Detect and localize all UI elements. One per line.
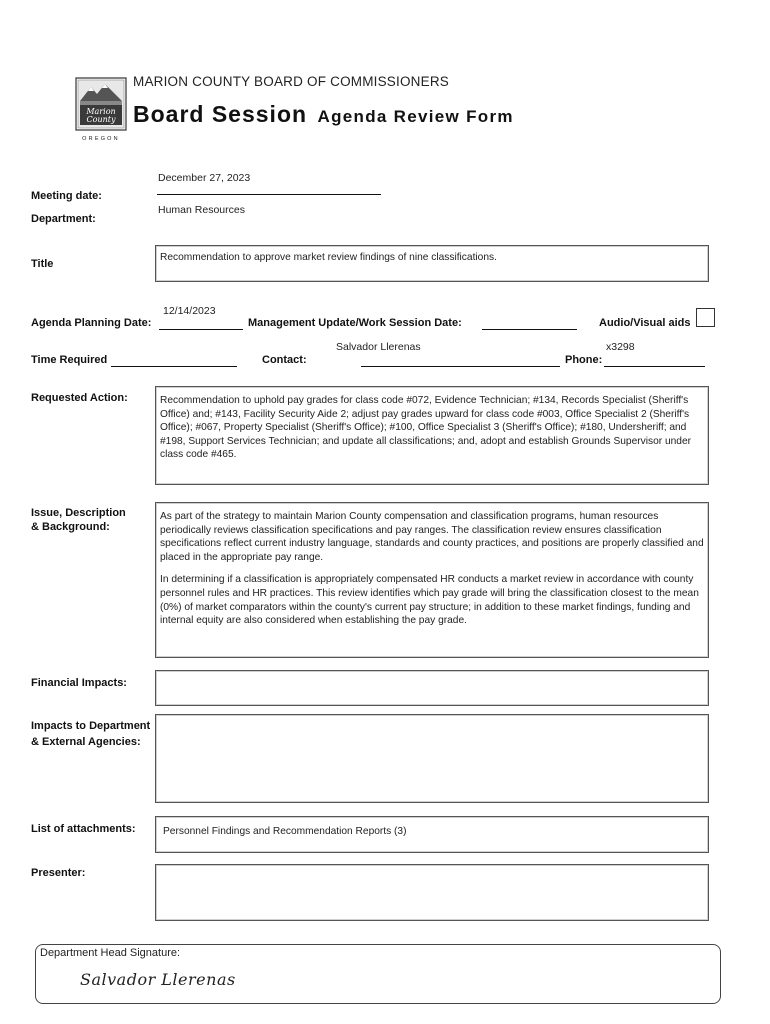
time-required-underline[interactable] xyxy=(111,366,237,367)
audio-visual-label: Audio/Visual aids xyxy=(599,317,691,329)
mgmt-update-underline[interactable] xyxy=(482,329,577,330)
phone-value[interactable]: x3298 xyxy=(606,341,635,353)
contact-underline xyxy=(361,366,560,367)
mgmt-update-label: Management Update/Work Session Date: xyxy=(248,317,462,329)
agenda-planning-date-value[interactable]: 12/14/2023 xyxy=(163,305,216,317)
agenda-planning-date-label: Agenda Planning Date: xyxy=(31,317,152,329)
time-required-label: Time Required xyxy=(31,354,108,366)
contact-value[interactable]: Salvador Llerenas xyxy=(336,341,421,353)
logo-graphic xyxy=(75,77,127,143)
meeting-date-value[interactable]: December 27, 2023 xyxy=(158,172,251,184)
signature-label: Department Head Signature: xyxy=(40,947,181,959)
marion-county-logo xyxy=(75,77,127,142)
presenter-box[interactable] xyxy=(155,864,709,921)
financial-impacts-box[interactable] xyxy=(155,670,709,706)
attachments-label: List of attachments: xyxy=(31,823,136,835)
logo-text-bottom: County xyxy=(86,115,116,124)
agenda-planning-underline xyxy=(159,329,243,330)
phone-label: Phone: xyxy=(565,354,603,366)
signature-box[interactable] xyxy=(35,944,721,1004)
issue-paragraph-2: In determining if a classification is appropriately compensated HR conducts a market review in accordance with county personnel rules and HR practices. This review identifies which pay grade will bring the classification closest to the mean (0%) of market comparators within the county's current pay structure; in addition to these market findings, funding and internal equity are also considered when establishing the pay grade. xyxy=(160,574,699,627)
form-title-main: Board Session xyxy=(133,101,308,127)
audio-visual-checkbox[interactable] xyxy=(696,308,715,327)
logo-state-text: OREGON xyxy=(82,136,120,142)
issue-label-line1: Issue, Description xyxy=(31,507,126,519)
department-value[interactable]: Human Resources xyxy=(158,204,245,216)
requested-action-box[interactable] xyxy=(155,386,709,485)
logo-text-top: Marion xyxy=(86,107,116,116)
requested-action-text: Recommendation to uphold pay grades for class code #072, Evidence Technician; #134, Records Specialist (Sheriff's Office) and; #143, Facility Security Aide 2; adjust pay grades upward for class code #003, Office Specialist 2 (Sheriff's Office); #067, Property Specialist (Sheriff's Office); #100, Office Specialist 3 (Sheriff's Office); #180, Undersheriff; and #198, Support Services Technician; and update all classifications; and, adopt and establish Grounds Supervisor under class code #465. xyxy=(160,395,692,461)
impacts-box[interactable] xyxy=(155,714,709,803)
attachments-value: Personnel Findings and Recommendation Reports (3) xyxy=(163,826,407,837)
title-value: Recommendation to approve market review findings of nine classifications. xyxy=(160,252,497,263)
department-label: Department: xyxy=(31,213,96,225)
impacts-label-line2: & External Agencies: xyxy=(31,736,141,748)
title-label: Title xyxy=(31,258,54,270)
phone-underline xyxy=(604,366,705,367)
form-title xyxy=(133,101,514,128)
attachments-box[interactable] xyxy=(155,816,709,853)
impacts-label-line1: Impacts to Department xyxy=(31,720,151,732)
requested-action-label: Requested Action: xyxy=(31,392,128,404)
issue-text xyxy=(160,510,706,637)
meeting-date-underline xyxy=(157,194,381,195)
issue-paragraph-1: As part of the strategy to maintain Marion County compensation and classification programs, human resources periodically reviews classification specifications and pay ranges. The classification review ensures classification specifications reflect current industry language, standards and county practices, and positions are properly classified and placed in the appropriate pay range. xyxy=(160,511,704,563)
organization-name: MARION COUNTY BOARD OF COMMISSIONERS xyxy=(133,74,449,89)
title-box[interactable] xyxy=(155,245,709,282)
meeting-date-label: Meeting date: xyxy=(31,190,102,202)
signature-name: Salvador Llerenas xyxy=(80,970,236,989)
issue-box[interactable] xyxy=(155,502,709,658)
contact-label: Contact: xyxy=(262,354,307,366)
issue-label-line2: & Background: xyxy=(31,521,110,533)
form-title-sub: Agenda Review Form xyxy=(317,107,514,126)
presenter-label: Presenter: xyxy=(31,867,86,879)
financial-impacts-label: Financial Impacts: xyxy=(31,677,127,689)
